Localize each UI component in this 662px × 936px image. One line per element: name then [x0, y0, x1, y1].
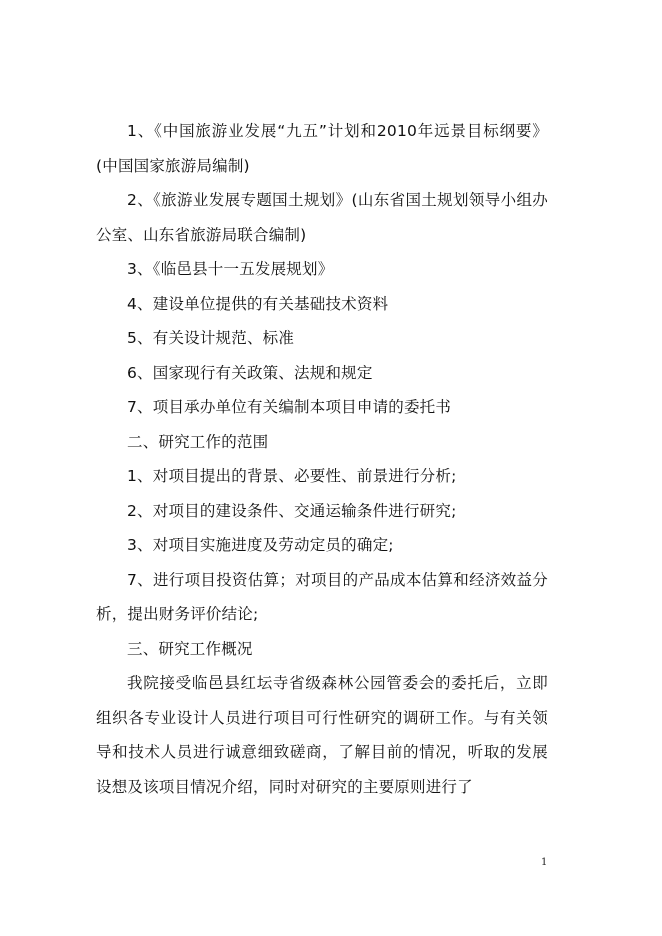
scope-item-1: 1、对项目提出的背景、必要性、前景进行分析;: [127, 467, 457, 485]
reference-item-7: 7、项目承办单位有关编制本项目申请的委托书: [127, 398, 452, 416]
reference-item-5: 5、有关设计规范、标准: [127, 329, 295, 347]
reference-item-4: 4、建设单位提供的有关基础技术资料: [127, 294, 389, 313]
scope-item-3: 3、对项目实施进度及劳动定员的确定;: [127, 536, 394, 554]
section-heading-scope: 二、研究工作的范围: [127, 432, 269, 451]
reference-item-1: 1、《中国旅游业发展“九五”计划和2010年远景目标纲要》(中国国家旅游局编制): [96, 122, 548, 175]
page-number: 1: [541, 857, 548, 868]
overview-paragraph: 我院接受临邑县红坛寺省级森林公园管委会的委托后，立即组织各专业设计人员进行项目可行性研究的调研工作。与有关领导和技术人员进行诚意细致磋商，了解目前的情况，听取的发展设想及该项目情况介绍，同时对研究的主要原则进行了: [96, 674, 548, 796]
scope-item-7: 7、进行项目投资估算；对项目的产品成本估算和经济效益分析，提出财务评价结论;: [96, 570, 548, 623]
section-heading-overview: 三、研究工作概况: [127, 639, 253, 658]
scope-item-2: 2、对项目的建设条件、交通运输条件进行研究;: [127, 501, 457, 520]
reference-item-6: 6、国家现行有关政策、法规和规定: [127, 363, 373, 382]
reference-item-2: 2、《旅游业发展专题国土规划》(山东省国土规划领导小组办公室、山东省旅游局联合编制): [96, 191, 548, 244]
reference-item-3: 3、《临邑县十一五发展规划》: [127, 260, 334, 278]
document-body: [96, 114, 548, 804]
